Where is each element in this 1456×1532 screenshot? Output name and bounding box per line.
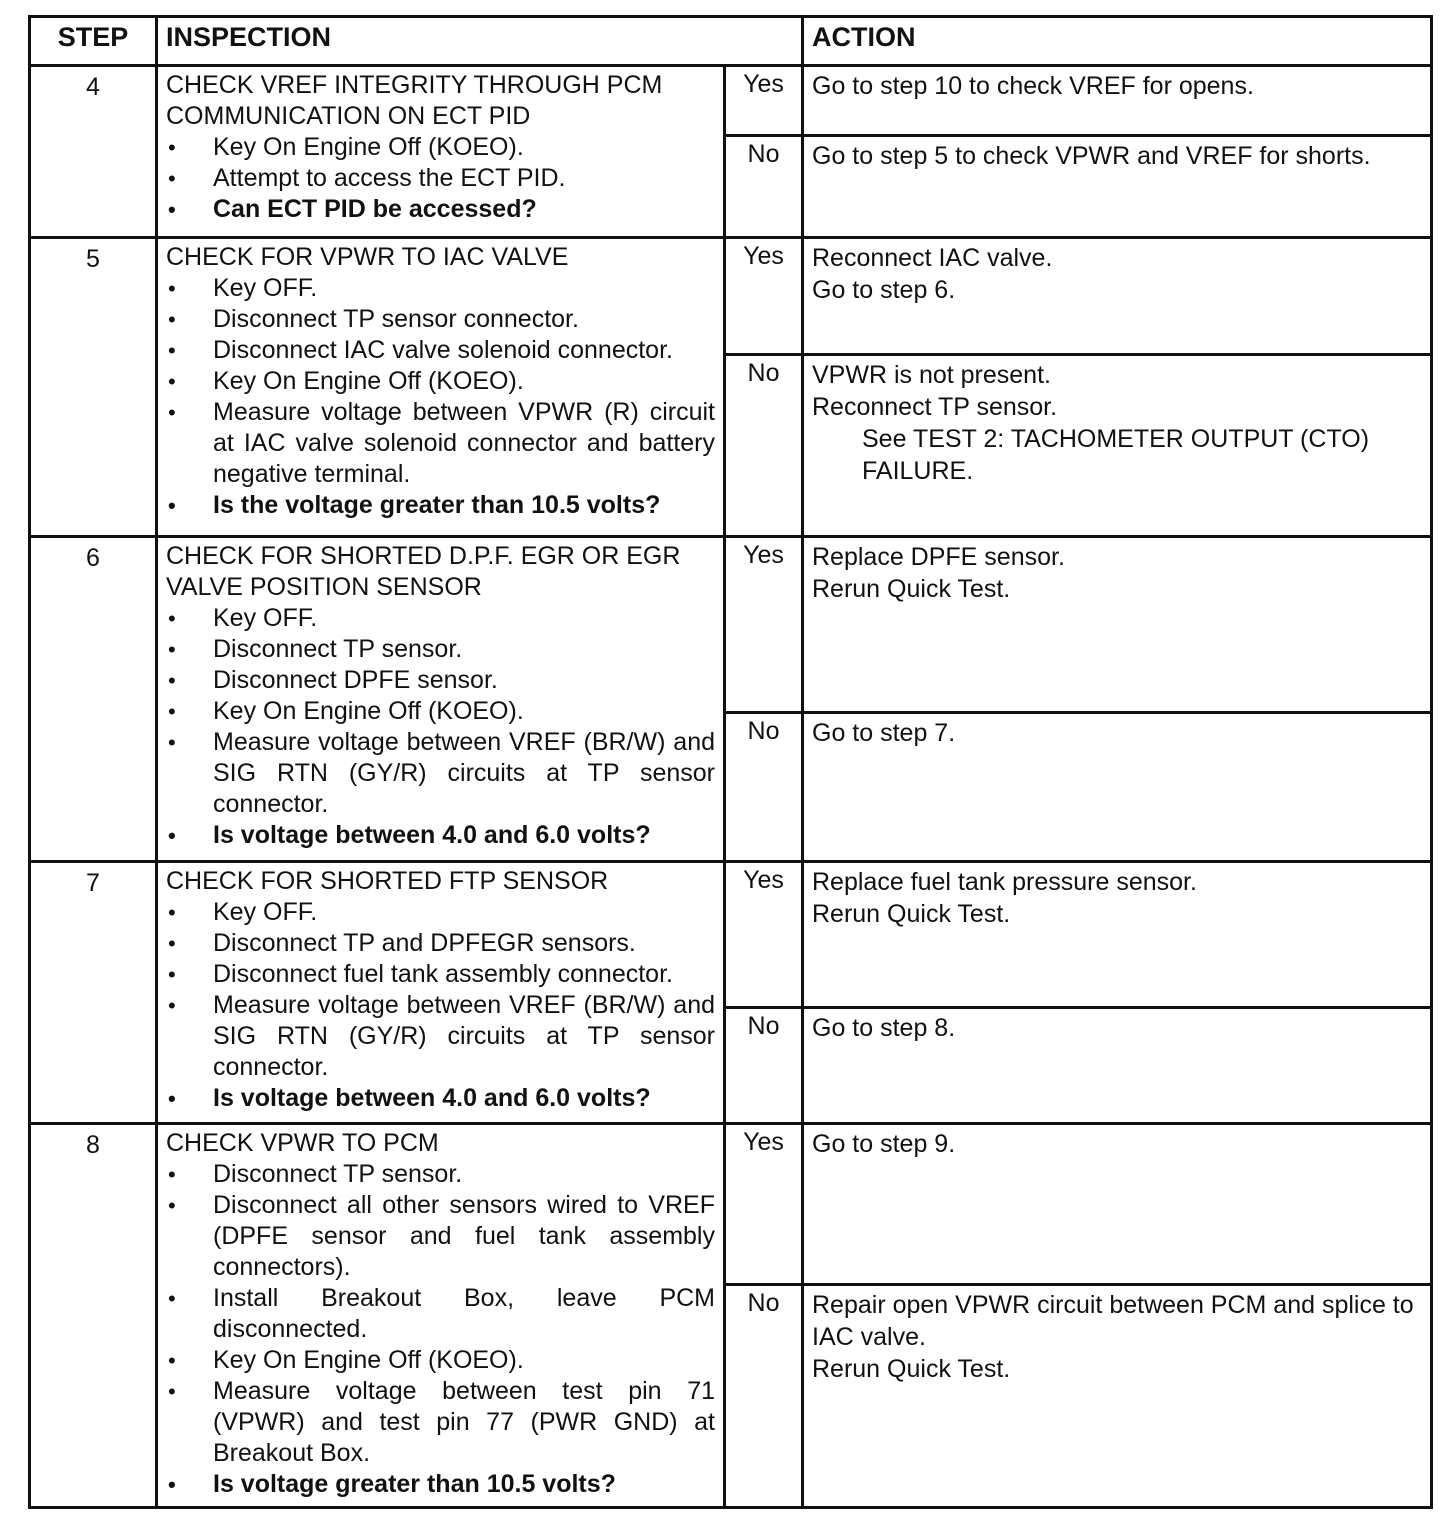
inspection-bullet: • Measure voltage between VREF (BR/W) and SIG RTN (GY/R) circuits at TP sensor connector. bbox=[166, 727, 715, 820]
yes-label: Yes bbox=[725, 862, 803, 1008]
yes-action: Replace fuel tank pressure sensor. Rerun Quick Test. bbox=[803, 862, 1432, 1008]
yes-label: Yes bbox=[725, 537, 803, 713]
no-action: Repair open VPWR circuit between PCM and splice to IAC valve. Rerun Quick Test. bbox=[803, 1285, 1432, 1508]
inspection-bullet: • Measure voltage between VREF (BR/W) and SIG RTN (GY/R) circuits at TP sensor connector. bbox=[166, 990, 715, 1083]
no-action: Go to step 8. bbox=[803, 1008, 1432, 1124]
table-row bbox=[30, 66, 1432, 136]
inspection-bullet: • Key On Engine Off (KOEO). bbox=[166, 132, 715, 163]
step-number: 5 bbox=[30, 238, 157, 537]
table-header bbox=[30, 17, 1432, 66]
inspection-bullet: • Attempt to access the ECT PID. bbox=[166, 163, 715, 194]
see-reference: See TEST 2: TACHOMETER OUTPUT (CTO) FAILURE. bbox=[862, 425, 1370, 485]
table-row bbox=[30, 862, 1432, 1008]
inspection-bullet: • Measure voltage between VPWR (R) circuit at IAC valve solenoid connector and battery negative terminal. bbox=[166, 397, 715, 490]
yes-action: Go to step 10 to check VREF for opens. bbox=[803, 66, 1432, 136]
yes-label: Yes bbox=[725, 238, 803, 355]
no-label: No bbox=[725, 355, 803, 537]
step-number: 8 bbox=[30, 1124, 157, 1508]
inspection-bullet: • Key OFF. bbox=[166, 603, 715, 634]
inspection-bullet: • Key OFF. bbox=[166, 897, 715, 928]
header-inspection: INSPECTION bbox=[157, 17, 803, 66]
inspection-title: CHECK FOR SHORTED FTP SENSOR bbox=[166, 867, 609, 895]
yes-action: Reconnect IAC valve. Go to step 6. bbox=[803, 238, 1432, 355]
no-label: No bbox=[725, 713, 803, 862]
inspection-cell bbox=[157, 238, 725, 537]
inspection-cell bbox=[157, 1124, 725, 1508]
inspection-bullet: • Key On Engine Off (KOEO). bbox=[166, 696, 715, 727]
table-body bbox=[30, 66, 1432, 1508]
inspection-cell bbox=[157, 537, 725, 862]
no-label: No bbox=[725, 1008, 803, 1124]
inspection-bullet: • Disconnect DPFE sensor. bbox=[166, 665, 715, 696]
inspection-title: CHECK FOR SHORTED D.P.F. EGR OR EGR VALVE POSITION SENSOR bbox=[166, 542, 681, 601]
header-step: STEP bbox=[30, 17, 157, 66]
inspection-bullet: • Key OFF. bbox=[166, 273, 715, 304]
no-label: No bbox=[725, 1285, 803, 1508]
yes-label: Yes bbox=[725, 66, 803, 136]
inspection-question: • Is voltage between 4.0 and 6.0 volts? bbox=[166, 820, 715, 851]
inspection-bullet: • Disconnect TP and DPFEGR sensors. bbox=[166, 928, 715, 959]
no-action: Go to step 7. bbox=[803, 713, 1432, 862]
inspection-title: CHECK VPWR TO PCM bbox=[166, 1129, 439, 1157]
inspection-bullet: • Key On Engine Off (KOEO). bbox=[166, 366, 715, 397]
yes-action: Replace DPFE sensor. Rerun Quick Test. bbox=[803, 537, 1432, 713]
inspection-bullet: • Install Breakout Box, leave PCM disconnected. bbox=[166, 1283, 715, 1345]
step-number: 4 bbox=[30, 66, 157, 238]
inspection-bullet: • Measure voltage between test pin 71 (VPWR) and test pin 77 (PWR GND) at Breakout Box. bbox=[166, 1376, 715, 1469]
inspection-question: • Can ECT PID be accessed? bbox=[166, 194, 715, 225]
inspection-bullet: • Disconnect fuel tank assembly connector. bbox=[166, 959, 715, 990]
step-number: 6 bbox=[30, 537, 157, 862]
inspection-title: CHECK FOR VPWR TO IAC VALVE bbox=[166, 243, 569, 271]
table-row bbox=[30, 537, 1432, 713]
inspection-bullet: • Disconnect TP sensor connector. bbox=[166, 304, 715, 335]
inspection-question: • Is voltage greater than 10.5 volts? bbox=[166, 1469, 715, 1500]
inspection-bullet: • Disconnect TP sensor. bbox=[166, 634, 715, 665]
yes-action: Go to step 9. bbox=[803, 1124, 1432, 1285]
inspection-question: • Is voltage between 4.0 and 6.0 volts? bbox=[166, 1083, 715, 1114]
header-action: ACTION bbox=[803, 17, 1432, 66]
inspection-cell bbox=[157, 862, 725, 1124]
no-action: VPWR is not present. Reconnect TP sensor. See TEST 2: TACHOMETER OUTPUT (CTO) FAILURE. bbox=[803, 355, 1432, 537]
inspection-title: CHECK VREF INTEGRITY THROUGH PCM COMMUNICATION ON ECT PID bbox=[166, 71, 663, 130]
step-number: 7 bbox=[30, 862, 157, 1124]
yes-label: Yes bbox=[725, 1124, 803, 1285]
inspection-bullet: • Disconnect all other sensors wired to VREF (DPFE sensor and fuel tank assembly connectors). bbox=[166, 1190, 715, 1283]
inspection-bullet: • Key On Engine Off (KOEO). bbox=[166, 1345, 715, 1376]
inspection-bullet: • Disconnect TP sensor. bbox=[166, 1159, 715, 1190]
table-row bbox=[30, 1124, 1432, 1285]
inspection-cell bbox=[157, 66, 725, 238]
table-row bbox=[30, 238, 1432, 355]
no-label: No bbox=[725, 136, 803, 238]
no-action: Go to step 5 to check VPWR and VREF for shorts. bbox=[803, 136, 1432, 238]
inspection-question: • Is the voltage greater than 10.5 volts? bbox=[166, 490, 715, 521]
inspection-bullet: • Disconnect IAC valve solenoid connector. bbox=[166, 335, 715, 366]
diagnostic-table bbox=[28, 15, 1433, 1509]
